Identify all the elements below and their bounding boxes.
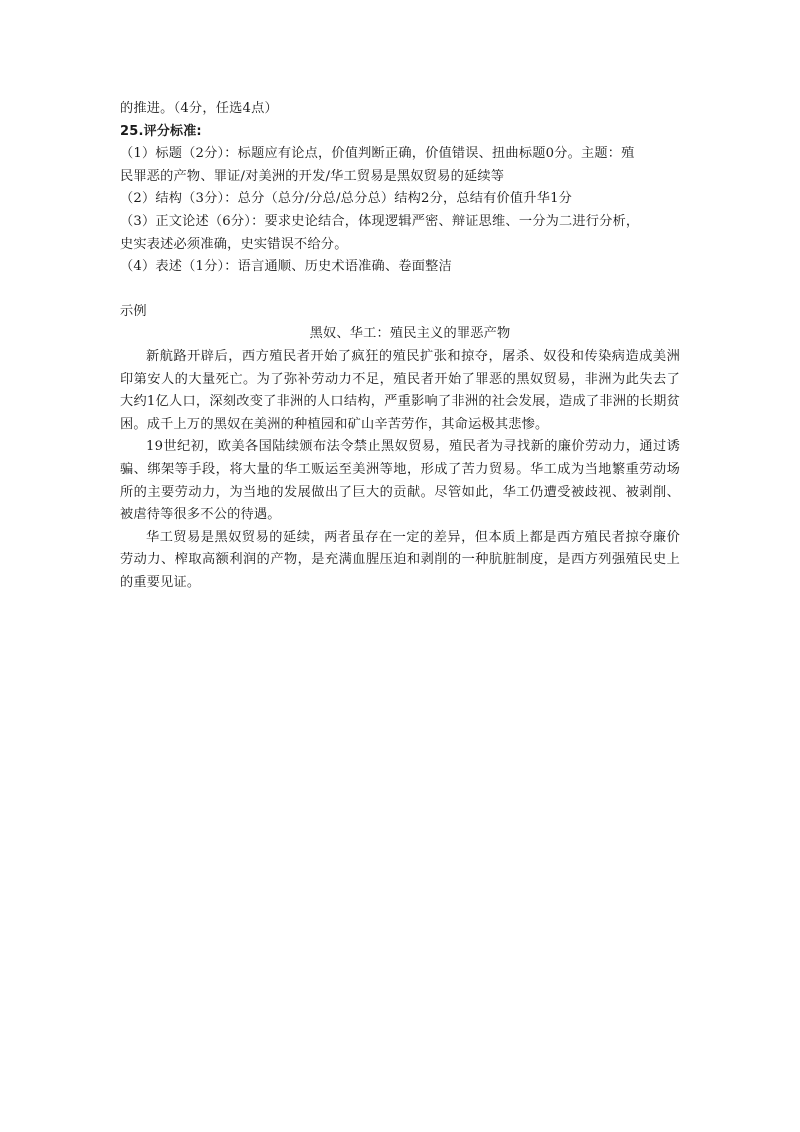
essay-paragraph: 19世纪初，欧美各国陆续颁布法令禁止黑奴贸易，殖民者为寻找新的廉价劳动力，通过诱骗、绑架等手段，将大量的华工贩运至美洲等地，形成了苦力贸易。华工成为当地繁重劳动场所的主要劳动力，为当地的发展做出了巨大的贡献。尽管如此，华工仍遭受被歧视、被剥削、被虐待等很多不公的待遇。 [120,439,680,523]
criteria-line: （4）表述（1分）：语言通顺、历史术语准确、卷面整洁 [120,259,452,275]
essay-paragraph: 新航路开辟后，西方殖民者开始了疯狂的殖民扩张和掠夺，屠杀、奴役和传染病造成美洲印第安人的大量死亡。为了弥补劳动力不足，殖民者开始了罪恶的黑奴贸易，非洲为此失去了大约1亿人口，深刻改变了非洲的人口结构，严重影响了非洲的社会发展，造成了非洲的长期贫困。成千上万的黑奴在美洲的种植园和矿山辛苦劳作，其命运极其悲惨。 [120,348,680,432]
document-content [120,98,680,594]
essay-paragraph: 华工贸易是黑奴贸易的延续，两者虽存在一定的差异，但本质上都是西方殖民者掠夺廉价劳动力、榨取高额利润的产物，是充满血腥压迫和剥削的一种肮脏制度，是西方列强殖民史上的重要见证。 [120,529,680,590]
criteria-line: 民罪恶的产物、罪证/对美洲的开发/华工贸易是黑奴贸易的延续等 [120,168,505,184]
section-heading: 25.评分标准: [120,123,202,139]
sample-essay-title: 黑奴、华工：殖民主义的罪恶产物 [309,326,511,342]
scoring-criteria [120,143,680,279]
criteria-line: （3）正文论述（6分）：要求史论结合，体现逻辑严密、辩证思维、一分为二进行分析， [120,213,640,229]
criteria-line: （1）标题（2分）：标题应有论点，价值判断正确，价值错误、扭曲标题0分。主题：殖 [120,146,635,162]
spacer [120,279,680,301]
criteria-line: 史实表述必须准确，史实错误不给分。 [120,236,348,252]
intro-line: 的推进。（4分，任选4点） [120,101,278,116]
sample-label: 示例 [120,303,147,319]
criteria-line: （2）结构（3分）：总分（总分/分总/总分总）结构2分，总结有价值升华1分 [120,191,573,207]
sample-essay-body [120,346,680,595]
